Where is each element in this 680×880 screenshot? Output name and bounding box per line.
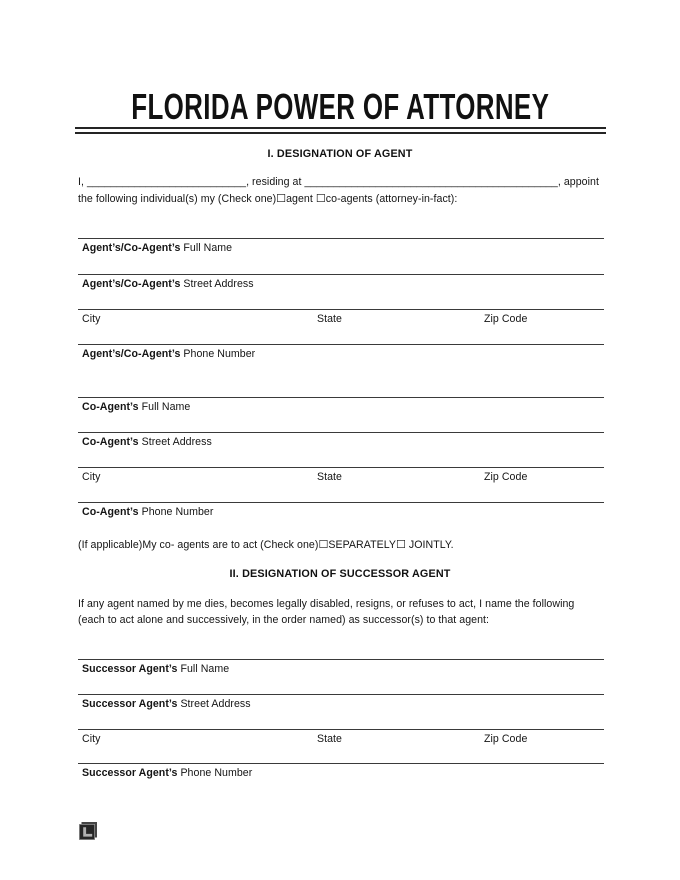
principal-address-blank[interactable]: ___________________________________________: [304, 176, 558, 188]
successor-street-address-line[interactable]: [78, 694, 604, 695]
agent-address-row-line[interactable]: [78, 309, 604, 310]
legal-templates-logo: [79, 822, 97, 840]
agent-phone-label-bold: Agent’s/Co-Agent’s: [82, 348, 181, 360]
intro-line-1: [78, 176, 599, 189]
successor-address-row-line[interactable]: [78, 729, 604, 730]
successor-state-label: State: [317, 733, 342, 745]
successor-full-name-label-bold: Successor Agent’s: [82, 663, 178, 675]
check-one-text: the following individual(s) my (Check one): [78, 193, 277, 205]
page-title: [0, 86, 680, 128]
agent-full-name-label-bold: Agent’s/Co-Agent’s: [82, 242, 181, 254]
successor-intro-line-1: If any agent named by me dies, becomes legally disabled, resigns, or refuses to act, I name the following: [78, 598, 575, 610]
intro-mid-text: , residing at: [246, 176, 305, 188]
coagent-zip-label: Zip Code: [484, 471, 528, 483]
successor-zip-label: Zip Code: [484, 733, 528, 745]
principal-name-blank[interactable]: ___________________________: [86, 176, 247, 188]
jointly-checkbox[interactable]: ☐: [395, 538, 406, 551]
coagent-phone-label: [82, 506, 213, 518]
coagent-city-label: City: [82, 471, 101, 483]
agent-street-address-line[interactable]: [78, 274, 604, 275]
successor-full-name-line[interactable]: [78, 659, 604, 660]
coagent-street-address-label: [82, 436, 212, 448]
jointly-label: JOINTLY.: [405, 539, 454, 551]
intro-line-2: [78, 192, 457, 206]
successor-phone-label: [82, 767, 252, 779]
coagent-phone-line[interactable]: [78, 502, 604, 503]
agent-phone-label: [82, 348, 255, 360]
agent-option-label: agent: [286, 193, 316, 205]
agent-city-label: City: [82, 313, 101, 325]
agent-street-address-label: [82, 278, 254, 290]
successor-city-label: City: [82, 733, 101, 745]
agent-phone-label-rest: Phone Number: [180, 348, 256, 360]
agent-state-label: State: [317, 313, 342, 325]
acting-clause-text: (If applicable)My co- agents are to act (Check one): [78, 539, 319, 551]
successor-street-address-label: [82, 698, 251, 710]
section-2-heading: II. DESIGNATION OF SUCCESSOR AGENT: [229, 568, 451, 580]
coagent-phone-label-bold: Co-Agent’s: [82, 506, 139, 518]
coagents-acting-clause: [78, 538, 454, 552]
intro-post-text: , appoint: [557, 176, 599, 188]
successor-phone-label-bold: Successor Agent’s: [82, 767, 178, 779]
agent-street-address-label-rest: Street Address: [180, 278, 254, 290]
coagent-full-name-line[interactable]: [78, 397, 604, 398]
separately-checkbox[interactable]: ☐: [318, 538, 329, 551]
agent-full-name-label: [82, 242, 232, 254]
coagent-street-address-label-bold: Co-Agent’s: [82, 436, 139, 448]
coagents-option-label: co-agents (attorney-in-fact):: [325, 193, 458, 205]
agent-full-name-label-rest: Full Name: [180, 242, 233, 254]
coagent-phone-label-rest: Phone Number: [138, 506, 214, 518]
successor-street-address-label-bold: Successor Agent’s: [82, 698, 178, 710]
agent-phone-line[interactable]: [78, 344, 604, 345]
coagent-state-label: State: [317, 471, 342, 483]
agent-full-name-line[interactable]: [78, 238, 604, 239]
successor-full-name-label: [82, 663, 229, 675]
coagent-address-row-line[interactable]: [78, 467, 604, 468]
successor-intro-line-2: (each to act alone and successively, in the order named) as successor(s) to that agent:: [78, 614, 490, 626]
successor-street-address-label-rest: Street Address: [177, 698, 251, 710]
title-double-rule: [75, 127, 606, 134]
coagent-street-address-label-rest: Street Address: [138, 436, 212, 448]
legal-templates-logo-icon: [79, 822, 97, 840]
coagent-full-name-label-bold: Co-Agent’s: [82, 401, 139, 413]
successor-phone-line[interactable]: [78, 763, 604, 764]
agent-checkbox[interactable]: ☐: [276, 192, 287, 205]
coagent-full-name-label: [82, 401, 190, 413]
coagents-checkbox[interactable]: ☐: [315, 192, 326, 205]
page-title-text: FLORIDA POWER OF ATTORNEY: [131, 86, 549, 127]
coagent-street-address-line[interactable]: [78, 432, 604, 433]
section-1-heading: I. DESIGNATION OF AGENT: [267, 148, 413, 160]
agent-street-address-label-bold: Agent’s/Co-Agent’s: [82, 278, 181, 290]
successor-full-name-label-rest: Full Name: [177, 663, 230, 675]
intro-pre-text: I,: [78, 176, 87, 188]
coagent-full-name-label-rest: Full Name: [138, 401, 191, 413]
successor-phone-label-rest: Phone Number: [177, 767, 253, 779]
agent-zip-label: Zip Code: [484, 313, 528, 325]
separately-label: SEPARATELY: [328, 539, 396, 551]
